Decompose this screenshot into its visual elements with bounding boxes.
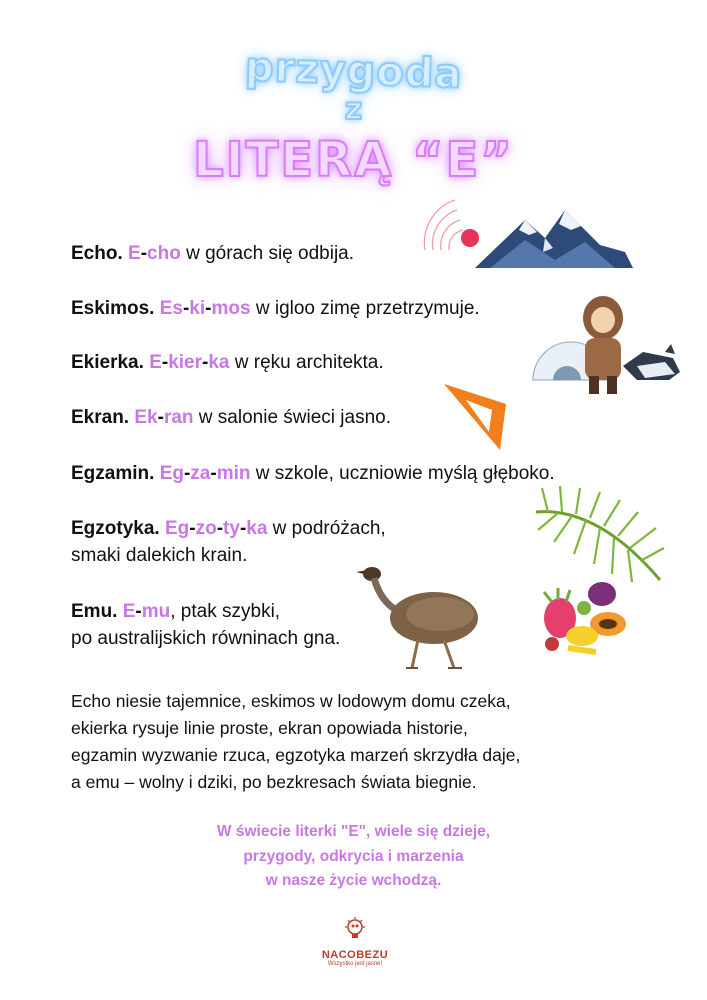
- syllable: mu: [141, 601, 171, 622]
- entry-text: w salonie świeci jasno.: [193, 407, 392, 428]
- entry-word: Echo.: [71, 243, 123, 264]
- syllable: mos: [211, 298, 251, 319]
- syllable: ka: [246, 518, 268, 539]
- poem-line: a emu – wolny i dziki, po bezkresach świata biegnie.: [71, 772, 477, 792]
- entry-text: w górach się odbija.: [180, 243, 355, 264]
- entry-egzamin: Egzamin. Eg-za-min w szkole, uczniowie myślą głęboko.: [71, 463, 555, 484]
- closing-line: W świecie literki "E", wiele się dzieje,: [216, 823, 491, 840]
- syllable: ki: [189, 298, 206, 319]
- entry-word: Emu.: [71, 601, 118, 622]
- logo-tagline: Wszystko jest jasne!: [327, 961, 383, 967]
- poem-line: egzamin wyzwanie rzuca, egzotyka marzeń skrzydła daje,: [71, 745, 521, 765]
- entry-text: w igloo zimę przetrzymuje.: [250, 298, 480, 319]
- entry-echo: Echo. E-cho w górach się odbija.: [71, 243, 355, 264]
- entry-text: w ręku architekta.: [229, 352, 384, 373]
- entry-word: Eskimos.: [71, 298, 155, 319]
- closing-line: przygody, odkrycia i marzenia: [243, 847, 464, 865]
- closing-line: w nasze życie wchodzą.: [265, 872, 442, 889]
- syllable: ty: [223, 518, 240, 539]
- entry-word: Egzamin.: [71, 463, 155, 484]
- entry-egzotyka: Egzotyka. Eg-zo-ty-ka w podróżach, smaki dalekich krain.: [71, 518, 386, 566]
- entry-word: Ekierka.: [71, 352, 144, 373]
- entry-text-continued: smaki dalekich krain.: [71, 545, 248, 566]
- entry-ekierka: Ekierka. E-kier-ka w ręku architekta.: [71, 352, 384, 373]
- mountain-echo-illustration: [415, 190, 640, 290]
- syllable: E: [149, 352, 162, 373]
- syllable: min: [216, 463, 251, 484]
- eskimo-igloo-illustration: [525, 288, 685, 400]
- syllable: E: [128, 243, 141, 264]
- syllable: ka: [208, 352, 230, 373]
- entry-ekran: Ekran. Ek-ran w salonie świeci jasno.: [71, 407, 392, 428]
- syllable: Es: [159, 298, 183, 319]
- entry-emu: Emu. E-mu, ptak szybki, po australijskich równinach gna.: [71, 601, 341, 649]
- logo-name: NACOBEZU: [321, 949, 389, 961]
- entry-text: w podróżach,: [267, 518, 386, 539]
- title-line-2: z: [344, 92, 363, 127]
- syllable: Eg: [159, 463, 184, 484]
- syllable: za: [190, 463, 211, 484]
- syllable: Ek: [134, 407, 158, 428]
- syllable: cho: [147, 243, 181, 264]
- poem-line: ekierka rysuje linie proste, ekran opowiada historie,: [71, 718, 468, 738]
- entry-word: Ekran.: [71, 407, 130, 428]
- syllable: Eg: [164, 518, 190, 539]
- poem-line: Echo niesie tajemnice, eskimos w lodowym domu czeka,: [71, 691, 511, 711]
- syllable: E: [122, 601, 136, 622]
- entry-text: , ptak szybki,: [170, 601, 281, 622]
- poem-paragraph: [71, 688, 520, 796]
- syllable: zo: [195, 518, 217, 539]
- lightbulb-icon: [342, 916, 368, 944]
- nacobezu-logo: [290, 916, 420, 967]
- closing-verse: [0, 820, 707, 894]
- emu-illustration: [350, 560, 485, 670]
- title-line-3: LITERĄ “E”: [193, 132, 514, 188]
- set-square-illustration: [440, 376, 515, 456]
- fruits-illustration: [538, 572, 630, 660]
- title-line-1: przygoda: [244, 44, 463, 98]
- syllable: ran: [163, 407, 194, 428]
- entry-text: w szkole, uczniowie myślą głęboko.: [250, 463, 555, 484]
- entry-word: Egzotyka.: [71, 518, 160, 539]
- entry-eskimos: Eskimos. Es-ki-mos w igloo zimę przetrzymuje.: [71, 298, 480, 319]
- entry-text-continued: po australijskich równinach gna.: [71, 628, 341, 649]
- syllable: kier: [168, 352, 203, 373]
